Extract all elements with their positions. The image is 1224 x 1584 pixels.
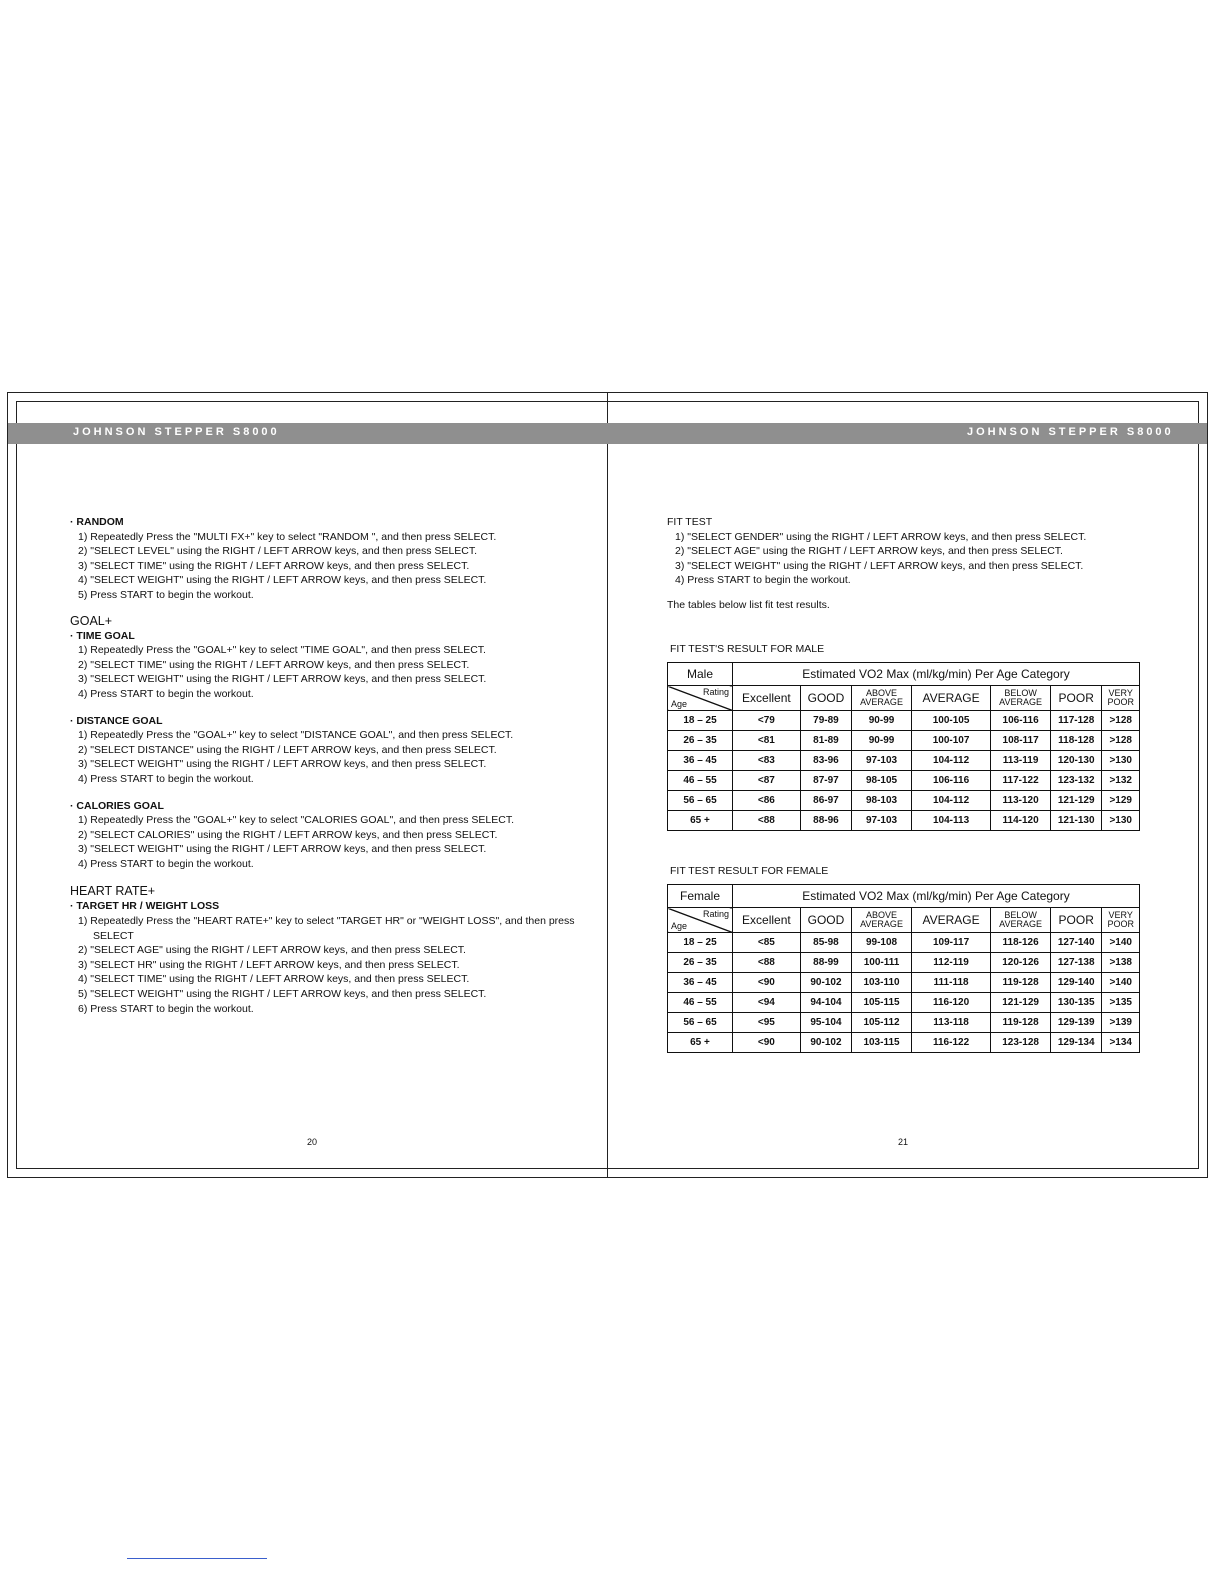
col-poor: POOR <box>1051 686 1102 711</box>
age-range-cell: 65 + <box>668 811 733 831</box>
table-cell: 120-130 <box>1051 751 1102 771</box>
target-hr-title: · TARGET HR / WEIGHT LOSS <box>70 900 220 913</box>
col-above-line1: ABOVE <box>866 688 898 698</box>
calories-goal-steps <box>70 813 590 871</box>
table-cell: 103-115 <box>852 1033 912 1053</box>
table-cell: 117-122 <box>991 771 1051 791</box>
table-cell: 83-96 <box>800 751 851 771</box>
table-cell: <95 <box>733 1013 801 1033</box>
col-below-line1: BELOW <box>1004 688 1037 698</box>
age-range-cell: 26 – 35 <box>668 953 733 973</box>
col-above-line1: ABOVE <box>866 910 898 920</box>
list-item: 2) "SELECT TIME" using the RIGHT / LEFT ARROW keys, and then press SELECT. <box>78 658 470 671</box>
left-page <box>70 515 590 1016</box>
col-good: GOOD <box>800 686 851 711</box>
table-cell: 99-108 <box>852 933 912 953</box>
list-item: 1) Repeatedly Press the "MULTI FX+" key to select "RANDOM ", and then press SELECT. <box>78 530 497 543</box>
list-item: 3) "SELECT WEIGHT" using the RIGHT / LEFT ARROW keys, and then press SELECT. <box>78 758 487 771</box>
col-very-poor <box>1102 686 1140 711</box>
list-item: 4) "SELECT TIME" using the RIGHT / LEFT ARROW keys, and then press SELECT. <box>78 973 470 986</box>
age-range-cell: 18 – 25 <box>668 711 733 731</box>
male-table-title: FIT TEST'S RESULT FOR MALE <box>670 643 825 655</box>
col-good: GOOD <box>800 908 851 933</box>
list-item: 4) Press START to begin the workout. <box>78 687 254 700</box>
list-item: 5) Press START to begin the workout. <box>78 588 254 601</box>
table-cell: <79 <box>733 711 801 731</box>
table-cell: 121-130 <box>1051 811 1102 831</box>
table-cell: 108-117 <box>991 731 1051 751</box>
table-cell: 114-120 <box>991 811 1051 831</box>
table-cell: 90-99 <box>852 731 912 751</box>
table-cell: >134 <box>1102 1033 1140 1053</box>
age-range-cell: 56 – 65 <box>668 1013 733 1033</box>
header-title-left: JOHNSON STEPPER S8000 <box>73 426 280 438</box>
table-row <box>668 993 1140 1013</box>
table-cell: <90 <box>733 973 801 993</box>
table-cell: 113-118 <box>911 1013 990 1033</box>
col-average: AVERAGE <box>911 908 990 933</box>
list-item: 3) "SELECT WEIGHT" using the RIGHT / LEFT ARROW keys, and then press SELECT. <box>78 673 487 686</box>
table-cell: 119-128 <box>991 1013 1051 1033</box>
age-range-cell: 56 – 65 <box>668 791 733 811</box>
table-cell: >140 <box>1102 973 1140 993</box>
table-cell: <85 <box>733 933 801 953</box>
age-range-cell: 36 – 45 <box>668 973 733 993</box>
rating-label: Rating <box>702 909 729 919</box>
table-cell: >140 <box>1102 933 1140 953</box>
col-below-average <box>991 908 1051 933</box>
col-above-line2: AVERAGE <box>860 697 903 707</box>
female-fit-table <box>667 884 1140 1053</box>
table-cell: 105-115 <box>852 993 912 1013</box>
table-caption: Estimated VO2 Max (ml/kg/min) Per Age Category <box>733 663 1140 686</box>
table-row <box>668 811 1140 831</box>
male-fit-table <box>667 662 1140 831</box>
table-cell: 103-110 <box>852 973 912 993</box>
table-cell: 120-126 <box>991 953 1051 973</box>
fit-test-steps <box>667 530 1147 588</box>
list-item: 2) "SELECT LEVEL" using the RIGHT / LEFT ARROW keys, and then press SELECT. <box>78 545 478 558</box>
table-cell: 104-113 <box>911 811 990 831</box>
fit-test-note: The tables below list fit test results. <box>667 598 830 611</box>
table-cell: 129-140 <box>1051 973 1102 993</box>
list-item: 5) "SELECT WEIGHT" using the RIGHT / LEFT ARROW keys, and then press SELECT. <box>78 988 487 1001</box>
random-title: · RANDOM <box>70 516 124 528</box>
table-cell: <88 <box>733 953 801 973</box>
table-cell: 97-103 <box>852 751 912 771</box>
age-label: Age <box>671 921 688 931</box>
col-below-line1: BELOW <box>1004 910 1037 920</box>
list-item: 1) Repeatedly Press the "GOAL+" key to select "CALORIES GOAL", and then press SELECT. <box>78 814 514 827</box>
list-item: 2) "SELECT DISTANCE" using the RIGHT / LEFT ARROW keys, and then press SELECT. <box>78 743 497 756</box>
table-cell: 100-111 <box>852 953 912 973</box>
table-cell: 95-104 <box>800 1013 851 1033</box>
table-cell: 116-120 <box>911 993 990 1013</box>
table-cell: >132 <box>1102 771 1140 791</box>
table-cell: 90-102 <box>800 1033 851 1053</box>
target-hr-steps <box>70 914 590 1016</box>
table-cell: 104-112 <box>911 791 990 811</box>
table-row <box>668 973 1140 993</box>
list-item: 4) Press START to begin the workout. <box>78 772 254 785</box>
col-excellent: Excellent <box>733 908 801 933</box>
time-goal-title: · TIME GOAL <box>70 629 135 642</box>
table-cell: 119-128 <box>991 973 1051 993</box>
table-cell: 88-99 <box>800 953 851 973</box>
table-cell: 98-105 <box>852 771 912 791</box>
table-label: Male <box>668 663 733 686</box>
table-cell: 85-98 <box>800 933 851 953</box>
page-number-right: 21 <box>898 1137 909 1147</box>
table-cell: 90-102 <box>800 973 851 993</box>
col-above-average <box>852 686 912 711</box>
table-cell: 86-97 <box>800 791 851 811</box>
rating-age-header <box>668 908 733 933</box>
table-cell: 79-89 <box>800 711 851 731</box>
list-item: 1) Repeatedly Press the "HEART RATE+" key to select "TARGET HR" or "WEIGHT LOSS", and then press SELECT <box>78 915 575 942</box>
header-title-right: JOHNSON STEPPER S8000 <box>967 426 1174 438</box>
list-item: 1) Repeatedly Press the "GOAL+" key to select "DISTANCE GOAL", and then press SELECT. <box>78 729 514 742</box>
table-cell: <88 <box>733 811 801 831</box>
random-steps <box>70 530 590 603</box>
table-cell: >130 <box>1102 811 1140 831</box>
table-cell: 105-112 <box>852 1013 912 1033</box>
col-very-line1: VERY <box>1108 688 1133 698</box>
list-item: 3) "SELECT TIME" using the RIGHT / LEFT ARROW keys, and then press SELECT. <box>78 559 470 572</box>
heart-rate-section-title: HEART RATE+ <box>70 884 156 899</box>
list-item: 4) Press START to begin the workout. <box>78 857 254 870</box>
table-cell: 123-132 <box>1051 771 1102 791</box>
page-number-left: 20 <box>307 1137 318 1147</box>
table-cell: 130-135 <box>1051 993 1102 1013</box>
list-item: 3) "SELECT WEIGHT" using the RIGHT / LEFT ARROW keys, and then press SELECT. <box>78 843 487 856</box>
table-cell: 100-107 <box>911 731 990 751</box>
table-cell: 117-128 <box>1051 711 1102 731</box>
goal-section-title: GOAL+ <box>70 613 113 628</box>
table-cell: 97-103 <box>852 811 912 831</box>
table-cell: 118-128 <box>1051 731 1102 751</box>
table-cell: 90-99 <box>852 711 912 731</box>
col-very-line2: POOR <box>1107 919 1134 929</box>
list-item: 2) "SELECT AGE" using the RIGHT / LEFT ARROW keys, and then press SELECT. <box>675 545 1063 558</box>
col-above-average <box>852 908 912 933</box>
col-above-line2: AVERAGE <box>860 919 903 929</box>
list-item: 6) Press START to begin the workout. <box>78 1002 254 1015</box>
table-cell: 106-116 <box>991 711 1051 731</box>
age-label: Age <box>671 699 688 709</box>
table-row <box>668 1033 1140 1053</box>
table-cell: 112-119 <box>911 953 990 973</box>
table-cell: >130 <box>1102 751 1140 771</box>
table-row <box>668 1013 1140 1033</box>
age-range-cell: 26 – 35 <box>668 731 733 751</box>
col-poor: POOR <box>1051 908 1102 933</box>
col-very-line1: VERY <box>1108 910 1133 920</box>
list-item: 1) Repeatedly Press the "GOAL+" key to select "TIME GOAL", and then press SELECT. <box>78 644 486 657</box>
table-cell: <90 <box>733 1033 801 1053</box>
table-cell: 113-120 <box>991 791 1051 811</box>
table-row <box>668 791 1140 811</box>
table-cell: >135 <box>1102 993 1140 1013</box>
table-cell: 127-140 <box>1051 933 1102 953</box>
table-cell: <94 <box>733 993 801 1013</box>
list-item: 2) "SELECT CALORIES" using the RIGHT / LEFT ARROW keys, and then press SELECT. <box>78 828 498 841</box>
table-cell: >138 <box>1102 953 1140 973</box>
table-row <box>668 933 1140 953</box>
rating-label: Rating <box>702 687 729 697</box>
table-cell: 104-112 <box>911 751 990 771</box>
table-row <box>668 771 1140 791</box>
table-cell: 111-118 <box>911 973 990 993</box>
age-range-cell: 46 – 55 <box>668 771 733 791</box>
table-cell: >129 <box>1102 791 1140 811</box>
table-cell: 121-129 <box>1051 791 1102 811</box>
table-cell: 109-117 <box>911 933 990 953</box>
table-cell: 123-128 <box>991 1033 1051 1053</box>
table-cell: <81 <box>733 731 801 751</box>
table-cell: 94-104 <box>800 993 851 1013</box>
table-cell: 106-116 <box>911 771 990 791</box>
table-cell: 113-119 <box>991 751 1051 771</box>
table-cell: >128 <box>1102 731 1140 751</box>
table-cell: 118-126 <box>991 933 1051 953</box>
table-cell: <87 <box>733 771 801 791</box>
list-item: 3) "SELECT WEIGHT" using the RIGHT / LEFT ARROW keys, and then press SELECT. <box>675 559 1084 572</box>
col-below-average <box>991 686 1051 711</box>
table-cell: >139 <box>1102 1013 1140 1033</box>
table-cell: >128 <box>1102 711 1140 731</box>
time-goal-steps <box>70 643 590 701</box>
list-item: 4) Press START to begin the workout. <box>675 574 851 587</box>
age-range-cell: 65 + <box>668 1033 733 1053</box>
table-cell: 81-89 <box>800 731 851 751</box>
table-cell: 129-139 <box>1051 1013 1102 1033</box>
col-very-poor <box>1102 908 1140 933</box>
female-table-title: FIT TEST RESULT FOR FEMALE <box>670 865 829 877</box>
col-below-line2: AVERAGE <box>999 919 1043 929</box>
fit-test-title: FIT TEST <box>667 516 713 528</box>
list-item: 2) "SELECT AGE" using the RIGHT / LEFT ARROW keys, and then press SELECT. <box>78 944 466 957</box>
table-cell: 100-105 <box>911 711 990 731</box>
col-average: AVERAGE <box>911 686 990 711</box>
table-cell: 116-122 <box>911 1033 990 1053</box>
age-range-cell: 18 – 25 <box>668 933 733 953</box>
spread-gutter <box>607 392 608 1178</box>
table-caption: Estimated VO2 Max (ml/kg/min) Per Age Category <box>733 885 1140 908</box>
age-range-cell: 36 – 45 <box>668 751 733 771</box>
table-row <box>668 711 1140 731</box>
table-cell: 98-103 <box>852 791 912 811</box>
distance-goal-steps <box>70 728 590 786</box>
table-row <box>668 731 1140 751</box>
table-cell: <83 <box>733 751 801 771</box>
table-cell: <86 <box>733 791 801 811</box>
table-cell: 87-97 <box>800 771 851 791</box>
table-cell: 129-134 <box>1051 1033 1102 1053</box>
footer-link-underline <box>127 1558 267 1559</box>
col-very-line2: POOR <box>1107 697 1134 707</box>
rating-age-header <box>668 686 733 711</box>
table-cell: 88-96 <box>800 811 851 831</box>
table-label: Female <box>668 885 733 908</box>
list-item: 4) "SELECT WEIGHT" using the RIGHT / LEFT ARROW keys, and then press SELECT. <box>78 574 487 587</box>
table-row <box>668 953 1140 973</box>
list-item: 3) "SELECT HR" using the RIGHT / LEFT ARROW keys, and then press SELECT. <box>78 958 460 971</box>
table-cell: 127-138 <box>1051 953 1102 973</box>
table-row <box>668 751 1140 771</box>
col-below-line2: AVERAGE <box>999 697 1043 707</box>
col-excellent: Excellent <box>733 686 801 711</box>
list-item: 1) "SELECT GENDER" using the RIGHT / LEFT ARROW keys, and then press SELECT. <box>675 530 1087 543</box>
age-range-cell: 46 – 55 <box>668 993 733 1013</box>
distance-goal-title: · DISTANCE GOAL <box>70 714 163 727</box>
right-page <box>667 515 1147 613</box>
calories-goal-title: · CALORIES GOAL <box>70 799 164 812</box>
table-cell: 121-129 <box>991 993 1051 1013</box>
